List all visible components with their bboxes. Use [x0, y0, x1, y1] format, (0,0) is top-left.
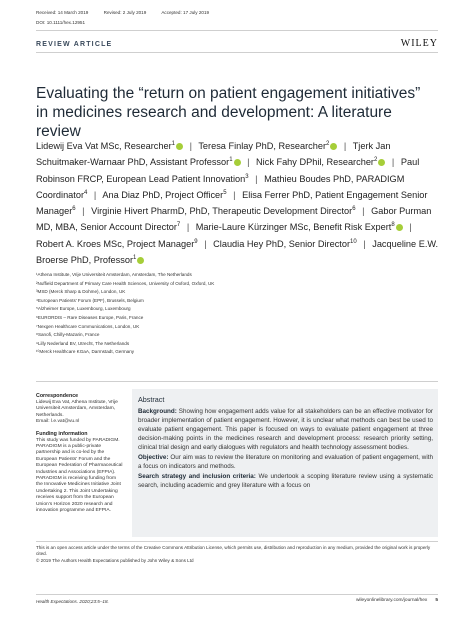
correspondence-heading: Correspondence: [36, 393, 79, 399]
affiliation-item: ²Nuffield Department of Primary Care Health Sciences, University of Oxford, Oxford, UK: [36, 280, 215, 286]
author-separator: |: [409, 222, 412, 233]
author-separator: |: [363, 238, 366, 249]
license-text: This is an open access article under the terms of the Creative Commons Attribution License, which permits use, distribution and reproduction in any medium, provided the original work is properly cited.: [36, 545, 431, 557]
author-affiliation-number: 5: [223, 189, 227, 196]
affiliation-item: ⁶EURORDIS – Rare Diseases Europe, Paris, France: [36, 314, 144, 320]
author-name: Marie-Laure Kürzinger MSc, Benefit Risk Expert: [195, 222, 392, 233]
article-type: REVIEW ARTICLE: [36, 41, 113, 48]
author-name: Jacqueline E.W. Broerse PhD, Professor: [36, 238, 439, 265]
footer-divider: [36, 594, 438, 595]
journal-citation: Health Expectations. 2020;23:5–18.: [36, 599, 109, 604]
abstract-box: [132, 389, 438, 537]
author-separator: |: [233, 189, 236, 200]
author-separator: |: [247, 157, 250, 168]
correspondence-text: [36, 400, 124, 426]
orcid-icon[interactable]: [176, 143, 183, 150]
affiliations: [36, 271, 440, 357]
author-name: Paul Robinson FRCP, European Lead Patient Innovation: [36, 157, 420, 184]
author: [196, 222, 403, 232]
top-divider: [36, 30, 438, 31]
author: [91, 206, 355, 216]
affiliation-item: ⁹Lilly Nederland BV, Utrecht, The Netherlands: [36, 340, 130, 346]
header-divider: [36, 52, 438, 53]
correspondence-email[interactable]: Email: l.e.vat@vu.nl: [36, 419, 80, 425]
affiliation-item: ¹Athena Institute, Vrije Universiteit Amsterdam, Amsterdam, The Netherlands: [36, 272, 192, 277]
license-footnote: [36, 545, 440, 564]
author-affiliation-number: 4: [84, 189, 88, 196]
author-name: Robert A. Kroes MSc, Project Manager: [36, 238, 195, 249]
author-list: [36, 137, 440, 267]
search-text: We undertook a scoping literature review using a systematic search, including academic and grey literature with a focus on: [138, 472, 433, 489]
author-name: Claudia Hey PhD, Senior Director: [213, 238, 351, 249]
author-name: Teresa Finlay PhD, Researcher: [198, 141, 326, 152]
journal-url[interactable]: wileyonlinelibrary.com/journal/hex: [355, 598, 428, 603]
publisher-logo: WILEY: [400, 38, 438, 49]
author-name: Mathieu Boudes PhD, PARADIGM Coordinator: [36, 173, 405, 200]
received-date: Received: 14 March 2019: [36, 10, 89, 15]
author-name: Nick Fahy DPhil, Researcher: [256, 157, 374, 168]
affiliation-item: ⁷Nexgen Healthcare Communications, London, UK: [36, 323, 140, 329]
article-dates: [36, 10, 223, 15]
search-label: Search strategy and inclusion criteria:: [138, 472, 256, 480]
correspondence-address: Lidewij Eva Vat, Athena Institute, Vrije Universiteit Amsterdam, Amsterdam, Netherlands.: [36, 400, 118, 418]
author-affiliation-number: 1: [171, 141, 175, 147]
doi[interactable]: DOI: 10.1111/hex.12951: [36, 20, 86, 25]
body-divider: [36, 381, 438, 382]
footer-right: [356, 598, 438, 603]
accepted-date: Accepted: 17 July 2019: [161, 10, 210, 15]
orcid-icon[interactable]: [330, 143, 337, 150]
revised-date: Revised: 2 July 2019: [103, 10, 147, 15]
author-separator: |: [82, 206, 85, 217]
affiliation-item: ³MSD (Merck Sharp & Dohme), London, UK: [36, 289, 126, 295]
footnote-divider: [36, 541, 438, 542]
author-affiliation-number: 7: [176, 222, 181, 229]
author-affiliation-number: 8: [391, 222, 395, 229]
author-affiliation-number: 6: [352, 206, 356, 213]
page-number: 5: [435, 598, 438, 603]
affiliation-item: ⁴European Patients' Forum (EPF), Brussels, Belgium: [36, 297, 144, 303]
author-name: Lidewij Eva Vat MSc, Researcher: [36, 141, 172, 152]
background-text: Showing how engagement adds value for all stakeholders can be an effective motivator for broader implementation of patient engagement. However, it is unclear what methods can best be used to evaluate patient engagement. This paper is focused on ways to evaluate patient engagement at three decision-making points in the medicines research and development process: research priority setting, clinical trial design and early dialogues with regulators and health technology assessment bodies.: [138, 408, 433, 452]
author-name: Ana Diaz PhD, Project Officer: [102, 189, 224, 200]
author-affiliation-number: 1: [229, 157, 233, 164]
author-separator: |: [362, 206, 365, 217]
author-separator: |: [204, 238, 207, 249]
author-name: Gabor Purman MD, MBA, Senior Account Director: [36, 206, 432, 233]
author-separator: |: [186, 222, 190, 233]
affiliation-item: ¹⁰Merck Healthcare KGaA, Darmstadt, Germany: [36, 349, 135, 355]
author-separator: |: [343, 141, 347, 152]
orcid-icon[interactable]: [234, 159, 241, 166]
author-affiliation-number: 2: [374, 157, 378, 164]
author: [102, 190, 226, 200]
author-separator: |: [93, 189, 97, 200]
author-name: Elisa Ferrer PhD, Patient Engagement Senior Manager: [36, 189, 428, 217]
author: [256, 157, 385, 167]
author: [198, 141, 337, 151]
author: [213, 239, 357, 249]
orcid-icon[interactable]: [137, 257, 144, 264]
author-separator: |: [255, 173, 258, 184]
affiliation-item: ⁵Alzheimer Europe, Luxembourg, Luxembourg: [36, 306, 131, 312]
author: [36, 141, 183, 151]
abstract-objective: [138, 453, 433, 471]
background-label: Background:: [138, 408, 177, 415]
objective-label: Objective:: [138, 453, 169, 461]
author-separator: |: [391, 157, 395, 168]
article-title: Evaluating the “return on patient engagement initiatives” in medicines research and development: A literature review: [36, 85, 421, 140]
author-affiliation-number: 1: [133, 254, 137, 261]
sidebar: [36, 393, 124, 520]
author: [36, 239, 198, 249]
abstract-search: [138, 472, 433, 490]
funding-text: This study was funded by PARADIGM. PARADIGM is a public-private partnership and is co-led by the European Patients' Forum and the European Federation of Pharmaceutical Industries and Associations (EFPIA). PARADIGM is receiving funding from the Innovative Medicines Initiative Joint Undertaking 2. This Joint Undertaking receives support from the European Union's Horizon 2020 research and innovation programme and EFPIA.: [36, 437, 123, 514]
abstract-heading: Abstract: [138, 395, 165, 404]
author-affiliation-number: 9: [194, 238, 198, 245]
affiliation-item: ⁸Sanofi, Chilly-Mazarin, France: [36, 332, 100, 338]
author-affiliation-number: 2: [326, 141, 330, 147]
author-separator: |: [189, 141, 192, 152]
abstract-background: [138, 407, 433, 452]
objective-text: Our aim was to review the literature on monitoring and evaluation of patient engagement, with a focus on indicators and methods.: [138, 453, 433, 471]
orcid-icon[interactable]: [378, 159, 385, 166]
abstract-body: [138, 407, 433, 490]
author-affiliation-number: 3: [245, 173, 249, 180]
funding-heading: Funding information: [36, 430, 88, 437]
author-name: Virginie Hivert PharmD, PhD, Therapeutic Development Director: [91, 206, 353, 217]
copyright-text: © 2019 The Authors Health Expectations published by John Wiley & Sons Ltd: [36, 557, 194, 563]
author-affiliation-number: 10: [350, 238, 357, 245]
orcid-icon[interactable]: [396, 224, 403, 231]
author-name: Tjerk Jan Schuitmaker-Warnaar PhD, Assistant Professor: [36, 141, 391, 168]
author-affiliation-number: 6: [72, 206, 76, 213]
